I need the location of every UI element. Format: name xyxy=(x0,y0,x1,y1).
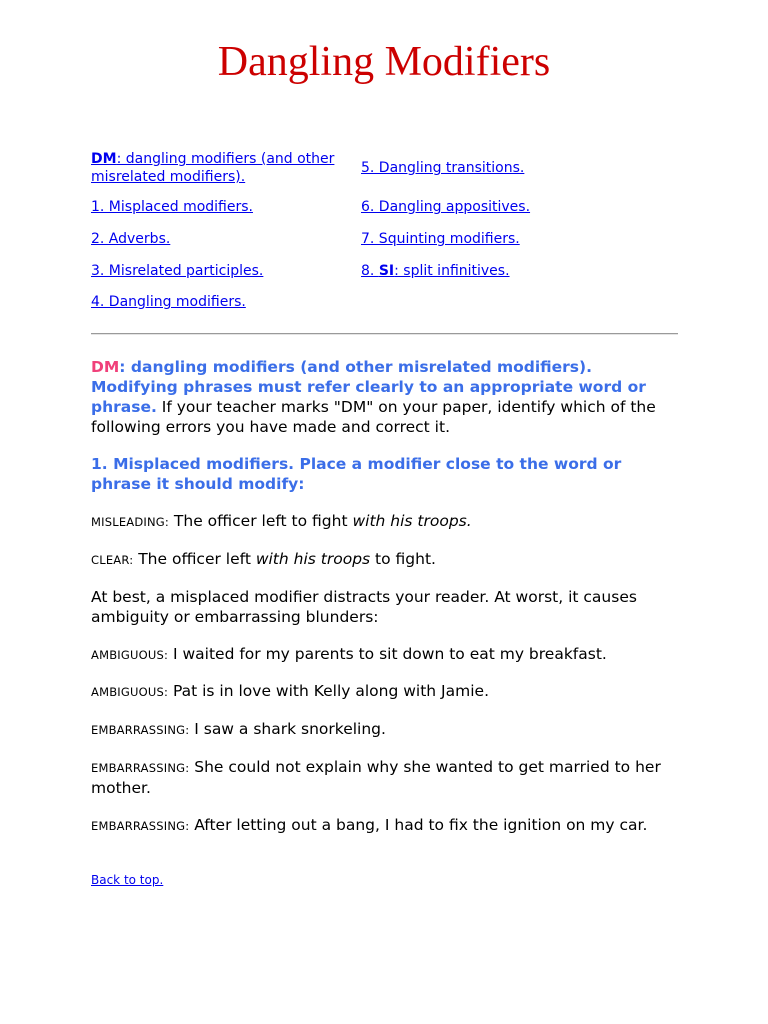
dm-section-heading: dangling modifiers (and other misrelated modifiers). Modifying phrases must refer clearly to an appropriate word or phrase. xyxy=(91,358,646,416)
toc-si-abbr: SI xyxy=(378,263,395,279)
example-text-clear-before: The officer left xyxy=(133,550,256,568)
toc-link-dangling-transitions[interactable]: 5. Dangling transitions. xyxy=(361,160,525,176)
toc-dm-label-line2: misrelated modifiers). xyxy=(91,169,246,185)
toc-link-dm[interactable] xyxy=(91,150,334,186)
example-text-ambiguous-2: Pat is in love with Kelly along with Jamie. xyxy=(168,682,489,700)
example-italic-misleading: with his troops. xyxy=(352,512,472,530)
toc-link-dangling-appositives[interactable]: 6. Dangling appositives. xyxy=(361,199,531,215)
dm-abbr: DM xyxy=(91,358,120,376)
dm-section-body: If your teacher marks "DM" on your paper, identify which of the following errors you have made and correct it. xyxy=(91,398,656,436)
misplaced-section-heading: 1. Misplaced modifiers. Place a modifier close to the word or phrase it should modify: xyxy=(91,455,622,493)
example-label-ambiguous-1: AMBIGUOUS: xyxy=(91,648,169,662)
example-ambiguous-2 xyxy=(91,681,681,702)
example-embarrassing-3 xyxy=(91,815,681,836)
example-text-clear-after: to fight. xyxy=(370,550,436,568)
example-text-embarrassing-2: She could not explain why she wanted to get married to her mother. xyxy=(91,758,661,797)
toc-link-squinting-modifiers[interactable]: 7. Squinting modifiers. xyxy=(361,231,520,247)
example-label-embarrassing-1: EMBARRASSING: xyxy=(91,723,190,737)
toc-dm-abbr: DM xyxy=(91,151,117,167)
example-text-embarrassing-3: After letting out a bang, I had to fix the ignition on my car. xyxy=(189,816,648,834)
dm-heading-colon: : xyxy=(119,358,126,376)
dm-section-paragraph xyxy=(91,357,681,437)
toc-link-split-infinitives[interactable] xyxy=(361,262,510,280)
example-text-embarrassing-1: I saw a shark snorkeling. xyxy=(189,720,386,738)
example-label-embarrassing-2: EMBARRASSING: xyxy=(91,761,190,775)
toc-link-dangling-modifiers[interactable]: 4. Dangling modifiers. xyxy=(91,294,246,310)
toc-link-misplaced-modifiers[interactable]: 1. Misplaced modifiers. xyxy=(91,199,253,215)
section-divider xyxy=(91,333,678,335)
example-text-misleading: The officer left to fight xyxy=(169,512,353,530)
back-to-top-link[interactable]: Back to top. xyxy=(91,873,164,887)
example-italic-clear: with his troops xyxy=(255,550,371,568)
example-text-ambiguous-1: I waited for my parents to sit down to eat my breakfast. xyxy=(168,645,607,663)
example-embarrassing-2 xyxy=(91,757,681,798)
example-label-ambiguous-2: AMBIGUOUS: xyxy=(91,685,169,699)
toc-link-misrelated-participles[interactable]: 3. Misrelated participles. xyxy=(91,263,264,279)
example-embarrassing-1 xyxy=(91,719,681,740)
toc-si-prefix: 8. xyxy=(361,263,379,279)
misplaced-intro-paragraph: At best, a misplaced modifier distracts your reader. At worst, it causes ambiguity or embarrassing blunders: xyxy=(91,588,637,626)
example-clear xyxy=(91,549,681,570)
toc-si-label: : split infinitives. xyxy=(394,263,510,279)
toc-link-adverbs[interactable]: 2. Adverbs. xyxy=(91,231,171,247)
toc-dm-label-line1: : dangling modifiers (and other xyxy=(116,151,335,167)
example-misleading xyxy=(91,511,681,532)
page-title: Dangling Modifiers xyxy=(217,39,551,85)
example-label-misleading: MISLEADING: xyxy=(91,515,169,529)
example-label-clear: CLEAR: xyxy=(91,553,134,567)
example-ambiguous-1 xyxy=(91,644,681,665)
example-label-embarrassing-3: EMBARRASSING: xyxy=(91,819,190,833)
